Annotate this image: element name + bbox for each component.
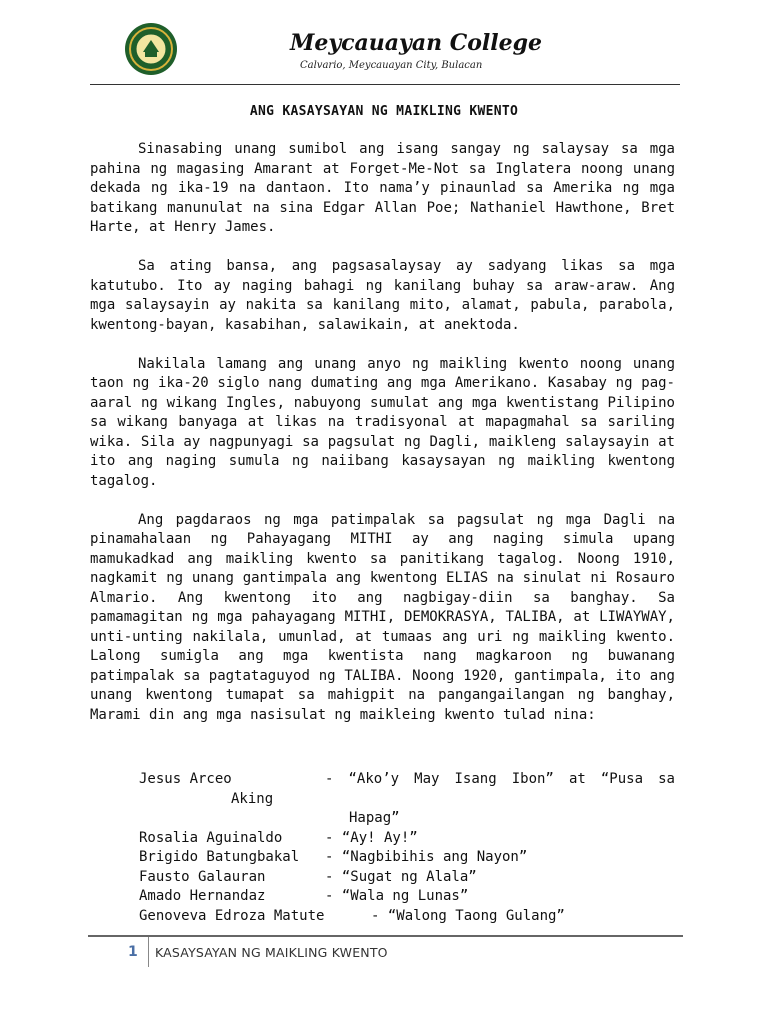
list-item-continuation: [139, 809, 679, 829]
work-title: - “Wala ng Lunas”: [325, 888, 469, 904]
paragraph-1: Sinasabing unang sumibol ang isang sangay ng salaysay sa mga pahina ng magasing Amarant at Forget-Me-Not sa Inglatera noong unang dekada ng ika-19 na dantaon. Ito nama’y pinaunlad sa Amerika ng mga batikang manunulat na sina Edgar Allan Poe; Nathaniel Hawthone, Bret Harte, at Henry James.: [90, 141, 675, 235]
list-item: [139, 907, 679, 927]
running-title: KASAYSAYAN NG MAIKLING KWENTO: [155, 945, 388, 960]
work-title: - “Nagbibihis ang Nayon”: [325, 849, 528, 865]
document-body: [90, 140, 675, 745]
document-title: ANG KASAYSAYAN NG MAIKLING KWENTO: [249, 104, 519, 119]
list-item: [139, 887, 679, 907]
list-item-continuation: [139, 790, 679, 810]
list-item: [139, 770, 679, 790]
work-author-continuation: Aking: [231, 790, 274, 807]
header-divider: [90, 84, 680, 85]
college-address: Calvario, Meycauayan City, Bulacan: [300, 60, 483, 71]
footer-separator: [148, 937, 149, 967]
work-title: - “Ay! Ay!”: [325, 829, 418, 846]
college-name: Meycauayan College: [290, 30, 543, 56]
paragraph-2: Sa ating bansa, ang pagsasalaysay ay sadyang likas sa mga katutubo. Ito ay naging bahagi ng kanilang buhay sa araw-araw. Ang mga salaysayin ay nakita sa kanilang mito, alamat, pabula, parabola, kwentong-bayan, kasabihan, salawikain, at anektoda.: [90, 258, 675, 333]
work-author: Jesus Arceo: [139, 771, 232, 787]
list-item: [139, 868, 679, 888]
work-title: - “Ako’y May Isang Ibon” at “Pusa sa: [325, 771, 675, 787]
work-author: Rosalia Aguinaldo: [139, 829, 283, 846]
work-title: - “Walong Taong Gulang”: [371, 907, 565, 924]
list-item: [139, 848, 679, 868]
works-list: [139, 770, 679, 926]
page-number: 1: [128, 944, 138, 960]
list-item: [139, 829, 679, 849]
work-title-continuation: Hapag”: [349, 810, 400, 826]
paragraph-4: Ang pagdaraos ng mga patimpalak sa pagsulat ng mga Dagli na pinamahalaan ng Pahayagang MITHI ay ang naging simula upang mamukadkad ang maikling kwento sa panitikang tagalog. Noong 1910, nagkamit ng unang gantimpala ang kwentong ELIAS na sinulat ni Rosauro Almario. Ang kwentong ito ang nagbigay-diin sa banghay. Sa pamamagitan ng mga pahayagang MITHI, DEMOKRASYA, TALIBA, at LIWAYWAY, unti-unting nakilala, umunlad, at tumaas ang uri ng maikling kwento. Lalong sumigla ang mga kwentista nang magkaroon ng buwanang patimpalak sa pagtataguyod ng TALIBA. Noong 1920, gantimpala, ito ang unang kwentong tumapat sa mahigpit na pangangailangan ng banghay, Marami din ang mga nasisulat ng maikleing kwento tulad nina:: [90, 511, 675, 723]
footer-divider: [88, 935, 683, 937]
work-title: - “Sugat ng Alala”: [325, 868, 477, 885]
college-seal-icon: [124, 22, 178, 76]
work-author: Amado Hernandaz: [139, 888, 266, 904]
work-author: Brigido Batungbakal: [139, 849, 300, 865]
paragraph-3: Nakilala lamang ang unang anyo ng maikling kwento noong unang taon ng ika-20 siglo nang dumating ang mga Amerikano. Kasabay ng pag-aaral ng wikang Ingles, nabuyong sumulat ang mga kwentistang Pilipino sa wikang banyaga at likas na tradisyonal at mapagmahal sa sariling wika. Sila ay nagpunyagi sa pagsulat ng Dagli, maikleng salaysayin at ito ang naging sumula ng naiibang kasaysayan ng maikling kwentong tagalog.: [90, 355, 675, 489]
work-author: Fausto Galauran: [139, 868, 266, 885]
work-author: Genoveva Edroza Matute: [139, 907, 325, 924]
